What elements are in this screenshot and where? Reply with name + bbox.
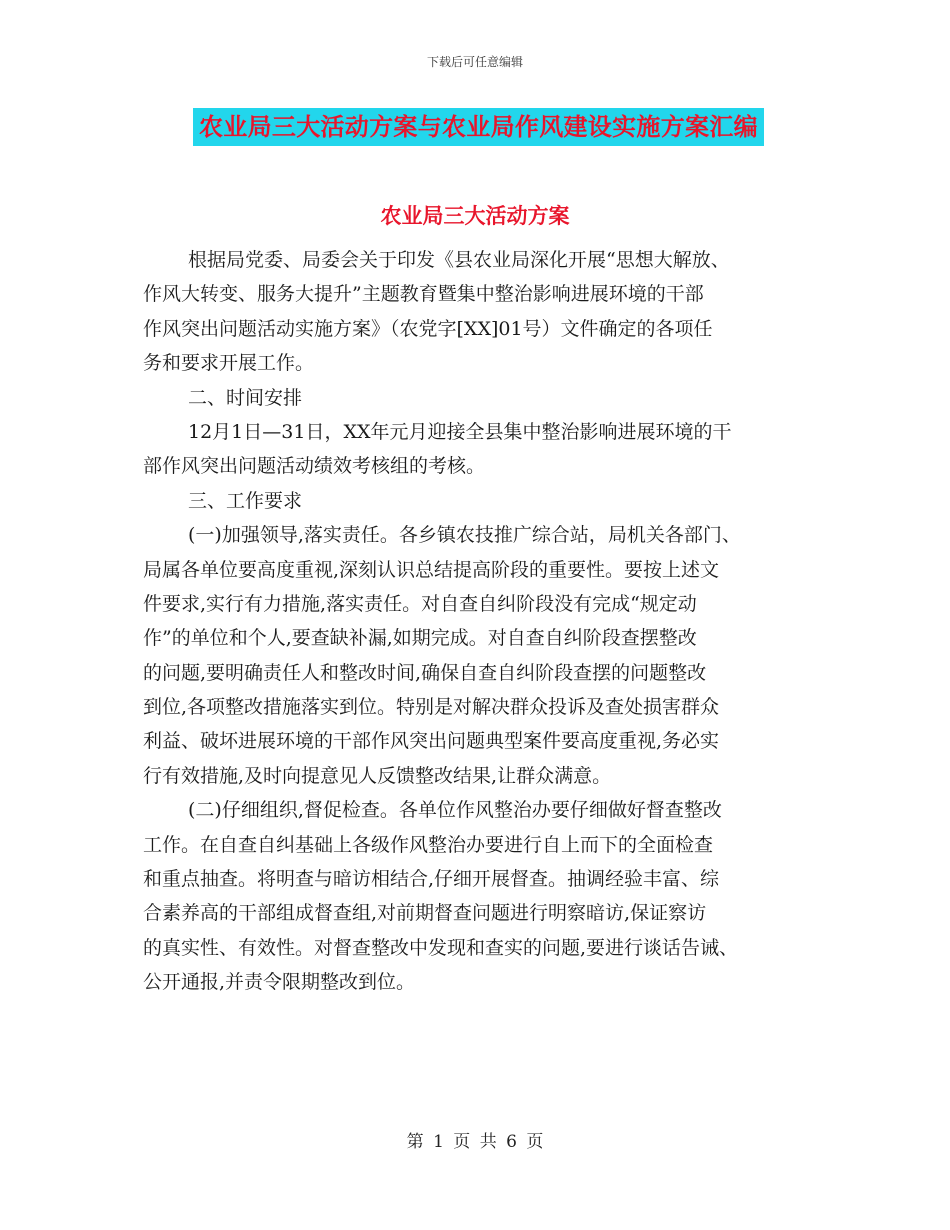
body-line: 作风大转变、服务大提升”主题教育暨集中整治影响进展环境的干部 (143, 283, 704, 306)
body-line: 合素养高的干部组成督查组,对前期督查问题进行明察暗访,保证察访 (143, 902, 707, 925)
section-title: 农业局三大活动方案 (380, 203, 570, 228)
body-line: 部作风突出问题活动绩效考核组的考核。 (143, 455, 486, 478)
body-line: 作风突出问题活动实施方案》（农党字[XX]01号）文件确定的各项任 (143, 317, 713, 340)
document-body (143, 243, 823, 1000)
body-line: 根据局党委、局委会关于印发《县农业局深化开展“思想大解放、 (188, 249, 730, 271)
body-line: 利益、破坏进展环境的干部作风突出问题典型案件要高度重视,务必实 (143, 730, 720, 753)
body-line: 和重点抽查。将明查与暗访相结合,仔细开展督查。抽调经验丰富、综 (143, 868, 720, 891)
body-line: (二)仔细组织,督促检查。各单位作风整治办要仔细做好督查整改 (188, 799, 722, 822)
body-line: 工作。在自查自纠基础上各级作风整治办要进行自上而下的全面检查 (143, 833, 714, 856)
body-line: 作”的单位和个人,要查缺补漏,如期完成。对自查自纠阶段查摆整改 (143, 627, 697, 650)
body-line: 二、时间安排 (188, 386, 303, 409)
body-line: 行有效措施,及时向提意见人反馈整改结果,让群众满意。 (143, 764, 612, 787)
body-line: 局属各单位要高度重视,深刻认识总结提高阶段的重要性。要按上述文 (143, 558, 720, 581)
body-line: 公开通报,并责令限期整改到位。 (143, 971, 416, 994)
page-footer: 第 1 页 共 6 页 (406, 1132, 544, 1152)
header-note: 下载后可任意编辑 (426, 55, 523, 69)
body-line: 三、工作要求 (188, 489, 303, 512)
body-line: (一)加强领导,落实责任。各乡镇农技推广综合站，局机关各部门、 (188, 524, 741, 547)
body-line: 的真实性、有效性。对督查整改中发现和查实的问题,要进行谈话告诫、 (143, 936, 739, 959)
body-line: 务和要求开展工作。 (143, 352, 315, 375)
document-title: 农业局三大活动方案与农业局作风建设实施方案汇编 (193, 108, 764, 146)
body-line: 12月1日—31日，XX年元月迎接全县集中整治影响进展环境的干 (188, 420, 732, 443)
body-line: 到位,各项整改措施落实到位。特别是对解决群众投诉及查处损害群众 (143, 696, 720, 719)
body-line: 件要求,实行有力措施,落实责任。对自查自纠阶段没有完成“规定动 (143, 592, 697, 615)
body-line: 的问题,要明确责任人和整改时间,确保自查自纠阶段查摆的问题整改 (143, 661, 707, 684)
